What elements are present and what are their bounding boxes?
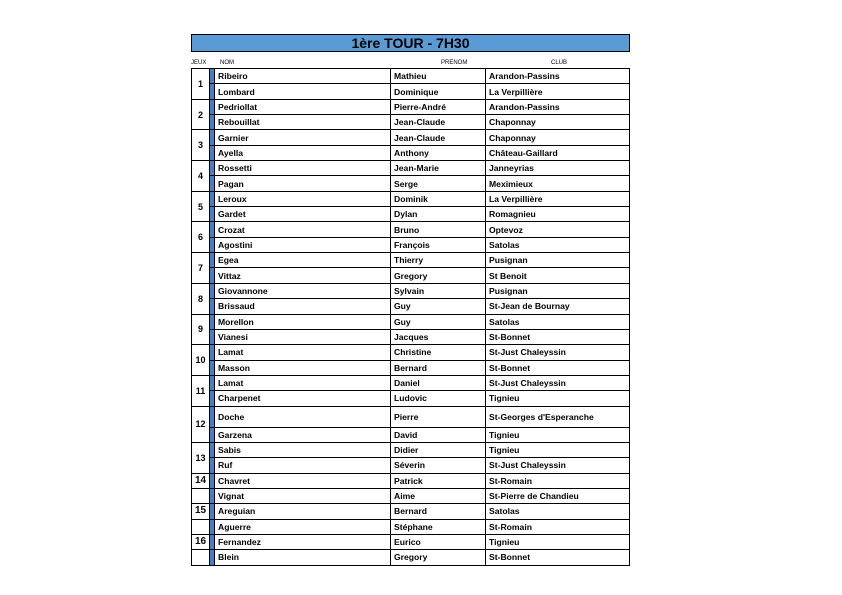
player-club: Château-Gaillard (486, 145, 630, 160)
player-prenom: Jacques (391, 329, 486, 344)
player-club: Tignieu (486, 442, 630, 457)
game-number: 9 (192, 314, 210, 345)
table-row (192, 191, 630, 206)
game-number: 10 (192, 345, 210, 376)
player-prenom: Jean-Marie (391, 161, 486, 176)
table-row (192, 253, 630, 268)
player-prenom: Aime (391, 488, 486, 503)
player-prenom: Ludovic (391, 391, 486, 406)
player-prenom: Didier (391, 442, 486, 457)
table-row (192, 473, 630, 488)
player-club: Tignieu (486, 391, 630, 406)
game-number: 5 (192, 191, 210, 222)
player-prenom: Dylan (391, 207, 486, 222)
player-prenom: Sylvain (391, 283, 486, 298)
player-club: St-Bonnet (486, 360, 630, 375)
table-row (192, 345, 630, 360)
game-number: 11 (192, 375, 210, 406)
player-prenom: Guy (391, 299, 486, 314)
player-prenom: Séverin (391, 458, 486, 473)
game-number: 7 (192, 253, 210, 284)
game-number: 4 (192, 161, 210, 192)
column-headers (191, 52, 630, 68)
player-nom: Masson (215, 360, 391, 375)
player-prenom: Patrick (391, 473, 486, 488)
player-prenom: Dominique (391, 84, 486, 99)
game-number: 6 (192, 222, 210, 253)
player-club: Satolas (486, 237, 630, 252)
table-row (192, 161, 630, 176)
page-title: 1ère TOUR - 7H30 (191, 34, 630, 52)
table-row (192, 84, 630, 99)
player-prenom: Jean-Claude (391, 130, 486, 145)
player-club: St-Romain (486, 473, 630, 488)
player-prenom: David (391, 427, 486, 442)
player-prenom: Gregory (391, 268, 486, 283)
player-prenom: François (391, 237, 486, 252)
player-nom: Charpenet (215, 391, 391, 406)
table-row (192, 268, 630, 283)
player-club: St-Jean de Bournay (486, 299, 630, 314)
player-club: Optevoz (486, 222, 630, 237)
table-row (192, 130, 630, 145)
sheet (191, 34, 630, 566)
player-club: Romagnieu (486, 207, 630, 222)
table-row (192, 115, 630, 130)
pairings-body (192, 69, 630, 566)
player-nom: Ayella (215, 145, 391, 160)
player-club: St-Bonnet (486, 550, 630, 565)
player-nom: Aguerre (215, 519, 391, 534)
player-nom: Fernandez (215, 534, 391, 549)
table-row (192, 207, 630, 222)
player-nom: Vianesi (215, 329, 391, 344)
header-jeux: JEUX (191, 60, 207, 66)
table-row (192, 299, 630, 314)
table-row (192, 237, 630, 252)
player-club: Janneyrias (486, 161, 630, 176)
player-prenom: Jean-Claude (391, 115, 486, 130)
table-row (192, 427, 630, 442)
player-club: Tignieu (486, 534, 630, 549)
table-row (192, 145, 630, 160)
player-prenom: Stéphane (391, 519, 486, 534)
player-club: St-Pierre de Chandieu (486, 488, 630, 503)
player-nom: Leroux (215, 191, 391, 206)
player-nom: Morellon (215, 314, 391, 329)
player-nom: Pedriollat (215, 99, 391, 114)
player-club: Meximieux (486, 176, 630, 191)
header-prenom: PRENOM (441, 60, 468, 66)
table-row (192, 69, 630, 84)
table-row (192, 222, 630, 237)
table-row (192, 375, 630, 390)
game-number: 1 (192, 69, 210, 100)
player-club: Satolas (486, 314, 630, 329)
player-nom: Garnier (215, 130, 391, 145)
table-row (192, 550, 630, 565)
player-nom: Giovannone (215, 283, 391, 298)
table-row (192, 442, 630, 457)
table-row (192, 458, 630, 473)
table-row (192, 314, 630, 329)
table-row (192, 329, 630, 344)
player-club: Satolas (486, 504, 630, 519)
player-club: Chaponnay (486, 115, 630, 130)
player-nom: Lamat (215, 345, 391, 360)
table-row (192, 534, 630, 549)
table-row (192, 176, 630, 191)
table-row (192, 488, 630, 503)
player-club: St-Georges d'Esperanche (486, 406, 630, 427)
player-nom: Sabis (215, 442, 391, 457)
player-prenom: Mathieu (391, 69, 486, 84)
table-row (192, 504, 630, 519)
player-nom: Rossetti (215, 161, 391, 176)
player-club: Tignieu (486, 427, 630, 442)
player-prenom: Anthony (391, 145, 486, 160)
table-row (192, 360, 630, 375)
player-prenom: Eurico (391, 534, 486, 549)
player-nom: Brissaud (215, 299, 391, 314)
player-prenom: Bernard (391, 360, 486, 375)
player-nom: Vignat (215, 488, 391, 503)
player-prenom: Dominik (391, 191, 486, 206)
player-club: Pusignan (486, 283, 630, 298)
player-prenom: Gregory (391, 550, 486, 565)
player-club: St-Just Chaleyssin (486, 458, 630, 473)
player-nom: Lamat (215, 375, 391, 390)
player-club: St Benoit (486, 268, 630, 283)
player-nom: Crozat (215, 222, 391, 237)
game-number: 2 (192, 99, 210, 130)
player-club: Arandon-Passins (486, 69, 630, 84)
player-club: La Verpillière (486, 84, 630, 99)
player-nom: Ruf (215, 458, 391, 473)
player-prenom: Pierre (391, 406, 486, 427)
header-nom: NOM (220, 60, 234, 66)
game-number-empty (192, 550, 210, 565)
player-prenom: Christine (391, 345, 486, 360)
table-row (192, 406, 630, 427)
player-nom: Chavret (215, 473, 391, 488)
player-club: St-Romain (486, 519, 630, 534)
player-club: Arandon-Passins (486, 99, 630, 114)
player-club: Chaponnay (486, 130, 630, 145)
player-nom: Gardet (215, 207, 391, 222)
player-prenom: Bruno (391, 222, 486, 237)
player-club: La Verpillière (486, 191, 630, 206)
game-number: 3 (192, 130, 210, 161)
pairings-table (191, 68, 630, 566)
table-row (192, 391, 630, 406)
player-club: St-Bonnet (486, 329, 630, 344)
table-row (192, 519, 630, 534)
player-prenom: Guy (391, 314, 486, 329)
player-club: St-Just Chaleyssin (486, 345, 630, 360)
player-nom: Pagan (215, 176, 391, 191)
player-nom: Rebouillat (215, 115, 391, 130)
player-prenom: Pierre-André (391, 99, 486, 114)
player-prenom: Bernard (391, 504, 486, 519)
game-number: 15 (192, 504, 210, 519)
player-club: St-Just Chaleyssin (486, 375, 630, 390)
player-nom: Egea (215, 253, 391, 268)
player-nom: Lombard (215, 84, 391, 99)
game-number-empty (192, 488, 210, 503)
game-number-empty (192, 519, 210, 534)
player-club: Pusignan (486, 253, 630, 268)
player-nom: Doche (215, 406, 391, 427)
player-nom: Garzena (215, 427, 391, 442)
player-nom: Agostini (215, 237, 391, 252)
player-nom: Blein (215, 550, 391, 565)
game-number: 8 (192, 283, 210, 314)
player-nom: Vittaz (215, 268, 391, 283)
table-row (192, 99, 630, 114)
game-number: 16 (192, 534, 210, 549)
game-number: 13 (192, 442, 210, 473)
table-row (192, 283, 630, 298)
player-prenom: Daniel (391, 375, 486, 390)
header-club: CLUB (551, 60, 568, 66)
player-prenom: Thierry (391, 253, 486, 268)
player-prenom: Serge (391, 176, 486, 191)
player-nom: Ribeiro (215, 69, 391, 84)
game-number: 14 (192, 473, 210, 488)
game-number: 12 (192, 406, 210, 442)
player-nom: Areguian (215, 504, 391, 519)
